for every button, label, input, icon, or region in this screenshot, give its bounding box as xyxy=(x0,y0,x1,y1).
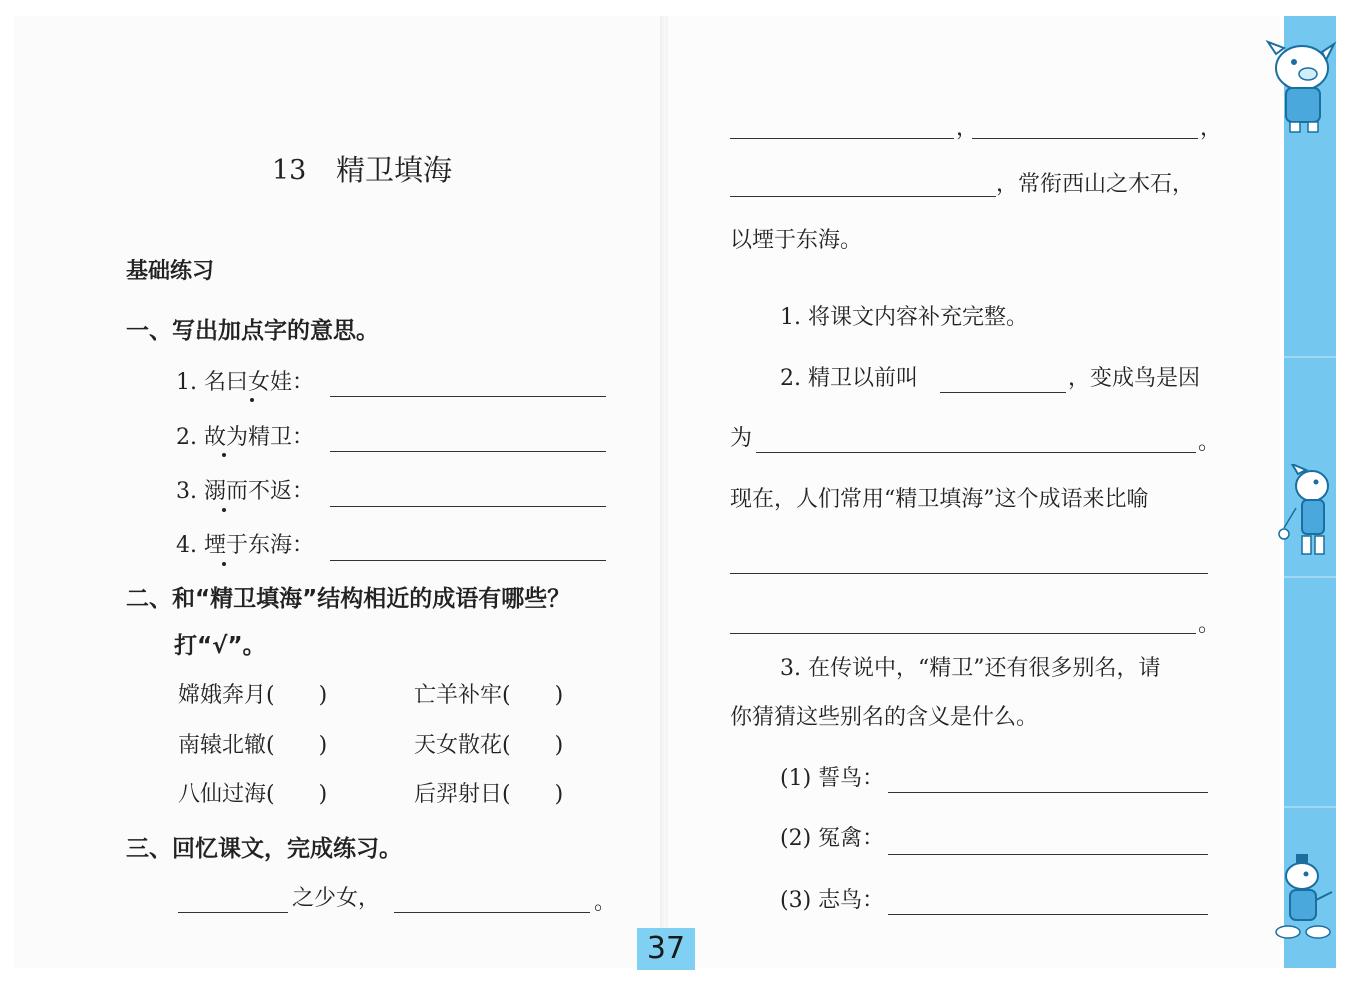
right-item-2-cont: ，变成鸟是因 xyxy=(1068,366,1201,391)
q3-period: 。 xyxy=(594,890,617,915)
bird-name-label: (3) 志鸟： xyxy=(780,888,885,913)
idiom-option[interactable]: 八仙过海( ) xyxy=(178,782,328,807)
answer-line[interactable] xyxy=(330,506,606,507)
question-2-title: 二、和“精卫填海”结构相近的成语有哪些？ xyxy=(126,586,571,612)
emphasis-dot xyxy=(250,398,254,402)
q3-text: 之少女， xyxy=(292,886,381,911)
passage-text: 以堙于东海。 xyxy=(730,228,863,253)
answer-line[interactable] xyxy=(330,396,606,397)
idiom-option[interactable]: 亡羊补牢( ) xyxy=(414,683,564,708)
section-heading: 基础练习 xyxy=(126,259,215,284)
strip-divider xyxy=(1284,806,1336,808)
lesson-title: 精卫填海 xyxy=(336,153,453,187)
answer-line[interactable] xyxy=(888,792,1208,793)
answer-line[interactable] xyxy=(730,573,1208,574)
right-item-1: 1. 将课文内容补充完整。 xyxy=(780,305,1028,330)
question-2-subtitle: 打“√”。 xyxy=(174,633,266,659)
cartoon-dog-yoyo-icon xyxy=(1276,464,1340,564)
answer-line[interactable] xyxy=(972,138,1198,139)
idiom-option[interactable]: 后羿射日( ) xyxy=(414,782,564,807)
lesson-number: 13 xyxy=(272,155,307,186)
answer-line[interactable] xyxy=(330,560,606,561)
right-item-2: 2. 精卫以前叫 xyxy=(780,366,918,391)
answer-line[interactable] xyxy=(730,138,954,139)
strip-divider xyxy=(1284,576,1336,578)
question-1-title: 一、写出加点字的意思。 xyxy=(126,318,379,344)
answer-line[interactable] xyxy=(940,392,1066,393)
q1-item-label: 1. 名曰女娃： xyxy=(176,370,314,395)
punctuation: ， xyxy=(1200,116,1223,141)
answer-line[interactable] xyxy=(888,914,1208,915)
idiom-option[interactable]: 南辕北辙( ) xyxy=(178,733,328,758)
bird-name-label: (1) 誓鸟： xyxy=(780,766,885,791)
question-3-title: 三、回忆课文，完成练习。 xyxy=(126,836,402,862)
right-item-3: 3. 在传说中，“精卫”还有很多别名，请 xyxy=(780,656,1161,681)
passage-text: ，常衔西山之木石， xyxy=(996,172,1195,197)
answer-line[interactable] xyxy=(888,854,1208,855)
answer-line[interactable] xyxy=(330,451,606,452)
punctuation: 。 xyxy=(1198,612,1221,637)
emphasis-dot xyxy=(222,508,226,512)
answer-line[interactable] xyxy=(756,452,1196,453)
strip-divider xyxy=(1284,356,1336,358)
emphasis-dot xyxy=(222,562,226,566)
emphasis-dot xyxy=(222,453,226,457)
page-number: 37 xyxy=(637,928,695,970)
answer-line[interactable] xyxy=(730,633,1196,634)
cartoon-pig-icon xyxy=(1262,40,1340,136)
right-item-2-cont: 为 xyxy=(730,426,753,451)
q1-item-label: 4. 堙于东海： xyxy=(176,533,314,558)
cartoon-wolf-icon xyxy=(1266,852,1338,944)
right-item-3-cont: 你猜猜这些别名的含义是什么。 xyxy=(730,705,1039,730)
answer-line[interactable] xyxy=(178,912,288,913)
q1-item-label: 3. 溺而不返： xyxy=(176,479,314,504)
right-item-2-text: 现在，人们常用“精卫填海”这个成语来比喻 xyxy=(730,487,1149,512)
idiom-option[interactable]: 嫦娥奔月( ) xyxy=(178,683,328,708)
answer-line[interactable] xyxy=(394,912,590,913)
q1-item-label: 2. 故为精卫： xyxy=(176,425,314,450)
punctuation: 。 xyxy=(1198,430,1221,455)
bird-name-label: (2) 冤禽： xyxy=(780,826,885,851)
answer-line[interactable] xyxy=(730,196,996,197)
idiom-option[interactable]: 天女散花( ) xyxy=(414,733,564,758)
punctuation: ， xyxy=(956,116,979,141)
